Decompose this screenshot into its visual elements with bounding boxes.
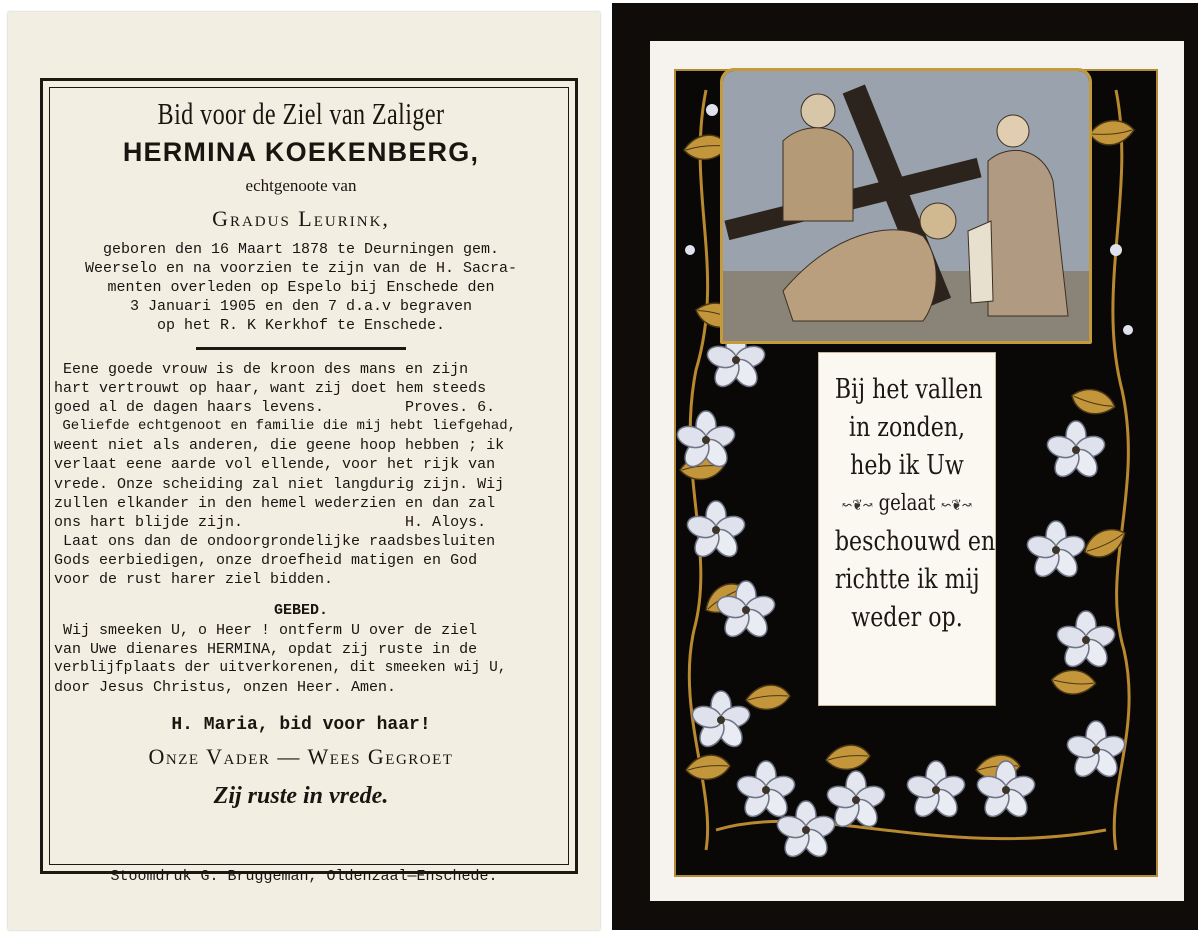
- body-line: weent niet als anderen, die geene hoop hebben ; ik: [54, 437, 505, 455]
- body-line: ons hart blijde zijn. H. Aloys.: [54, 513, 487, 531]
- maria-invocation: H. Maria, bid voor haar!: [171, 714, 431, 735]
- body-line: goed al de dagen haars levens. Proves. 6.: [54, 399, 496, 417]
- body-line: Laat ons dan de ondoorgrondelijke raadsbesluiten: [54, 532, 496, 550]
- bio-line: geboren den 16 Maart 1878 te Deurningen gem.: [102, 241, 500, 258]
- verse-line: in zonden,: [848, 412, 966, 443]
- bio-line: 3 Januari 1905 en den 7 d.a.v begraven: [129, 298, 473, 315]
- prayer-title: GEBED.: [273, 602, 328, 620]
- deceased-name: HERMINA KOEKENBERG,: [122, 137, 480, 167]
- bio-line: Weerselo en na voorzien te zijn van de H. Sacra-: [84, 260, 518, 277]
- prayer-line: verblijfplaats der uitverkorenen, dit smeeken wij U,: [54, 660, 507, 677]
- bio-line: menten overleden op Espelo bij Enschede den: [107, 279, 495, 296]
- prayer-heading: Bid voor de Ziel van Zaliger: [157, 96, 445, 131]
- christ-carrying-cross-illustration: [720, 68, 1092, 344]
- verse-line: richtte ik mij: [834, 564, 980, 595]
- body-line: verlaat eene aarde vol ellende, voor het rijk van: [54, 456, 496, 474]
- body-line: Eene goede vrouw is de kroon des mans en zijn: [54, 361, 469, 378]
- verse-panel: [818, 352, 996, 706]
- body-line: hart vertrouwt op haar, want zij doet hem steeds: [54, 380, 487, 398]
- biography: [40, 240, 562, 335]
- verse-line: beschouwd en: [834, 526, 996, 557]
- prayer-line: Wij smeeken U, o Heer ! ontferm U over de ziel: [54, 622, 478, 640]
- bio-line: op het R. K Kerkhof te Enschede.: [156, 317, 446, 334]
- prayer-line: door Jesus Christus, onzen Heer. Amen.: [54, 679, 397, 697]
- rest-in-peace: Zij ruste in vrede.: [213, 782, 389, 809]
- prayer-line: van Uwe dienares HERMINA, opdat zij ruste in de: [54, 641, 478, 659]
- body-line: vrede. Onze scheiding zal niet langdurig zijn. Wij: [54, 475, 505, 493]
- verse-line: weder op.: [851, 602, 963, 633]
- ornament-left: ↜❦↝: [841, 496, 873, 514]
- consolation-text: [40, 360, 562, 589]
- verse-line: Bij het vallen: [834, 374, 983, 405]
- divider-rule: [196, 347, 406, 350]
- body-line: zullen elkander in den hemel wederzien en dan zal: [54, 494, 496, 512]
- verse-line: heb ik Uw: [850, 450, 964, 481]
- prayer-text: [40, 621, 562, 697]
- ornament-right: ↜❦↝: [941, 496, 973, 514]
- spouse-name: Gradus Leurink,: [212, 206, 390, 231]
- printer-credit: Stoomdruk G. Bruggeman, Oldenzaal—Enschede.: [110, 868, 498, 885]
- left-card-content: [40, 82, 562, 810]
- onze-vader-line: Onze Vader — Wees Gegroet: [148, 743, 454, 769]
- verse-line: [835, 485, 979, 523]
- body-line: Gods eerbiedigen, onze droefheid matigen en God: [54, 551, 478, 569]
- body-line: Geliefde echtgenoot en familie die mij hebt liefgehad,: [54, 418, 517, 435]
- body-line: voor de rust harer ziel bidden.: [54, 571, 334, 589]
- verse-line-word: gelaat: [878, 491, 936, 516]
- spouse-of-label: echtgenoote van: [245, 176, 357, 195]
